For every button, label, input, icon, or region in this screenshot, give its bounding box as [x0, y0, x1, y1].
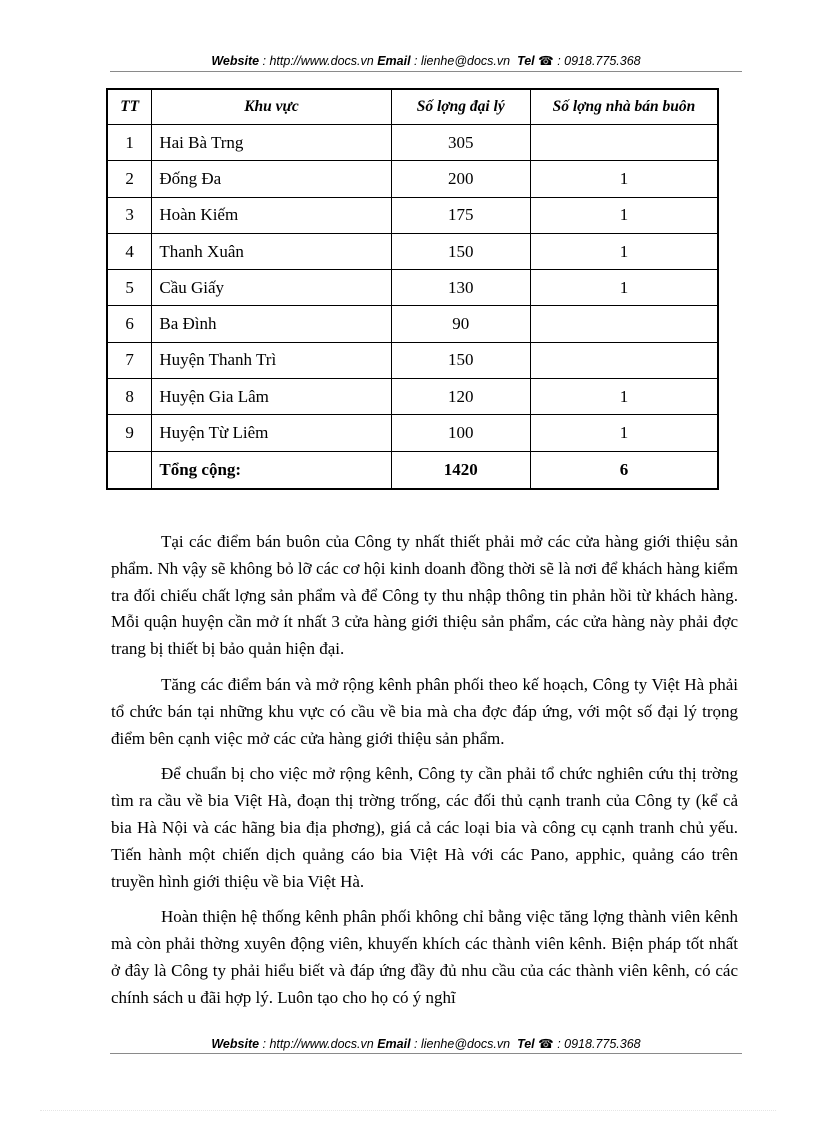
website-label: Website: [211, 54, 260, 68]
col-header-wholesalers: Số lợng nhà bán buôn: [530, 89, 718, 125]
page-header: Website : http://www.docs.vn Email : lienhe@docs.vn Tel ☎ : 0918.775.368: [211, 54, 641, 68]
col-header-tt: TT: [107, 89, 152, 125]
cell-wholesalers: 1: [530, 379, 718, 415]
website-url[interactable]: http://www.docs.vn: [269, 1037, 374, 1051]
table-row: [107, 270, 718, 306]
tel-number: 0918.775.368: [564, 1037, 641, 1051]
tel-label: Tel: [517, 1037, 535, 1051]
email-address[interactable]: lienhe@docs.vn: [420, 1037, 511, 1051]
website-label: Website: [211, 1037, 260, 1051]
tel-number: 0918.775.368: [564, 54, 641, 68]
email-address[interactable]: lienhe@docs.vn: [420, 54, 511, 68]
cell-wholesalers: [530, 125, 718, 161]
table-row: [107, 197, 718, 233]
cell-agents: 130: [391, 270, 530, 306]
paragraph: Tại các điểm bán buôn của Công ty nhất thiết phải mở các cửa hàng giới thiệu sản phẩm. Nh vậy sẽ không bỏ lỡ các cơ hội kinh doanh đồng thời sẽ là nơi để khách hàng kiểm tra đối chiếu chất lợng sản phẩm và để Công ty thu nhập thông tin phản hồi từ khách hàng. Mỗi quận huyện cần mở ít nhất 3 cửa hàng giới thiệu sản phẩm, các cửa hàng này phải đợc trang bị thiết bị bảo quản hiện đại.: [111, 532, 738, 659]
body-text: [111, 529, 738, 1021]
paragraph: Để chuẩn bị cho việc mở rộng kênh, Công ty cần phải tổ chức nghiên cứu thị trờng tìm ra cầu về bia Việt Hà, đoạn thị trờng trống, các đối thủ cạnh tranh của Công ty (kể cả bia Hà Nội và các hãng bia địa phơng), giá cả các loại bia và công cụ cạnh tranh chủ yếu. Tiến hành một chiến dịch quảng cáo bia Việt Hà với các Pano, apphic, quảng cáo trên truyền hình giới thiệu về bia Việt Hà.: [111, 764, 738, 891]
tel-label: Tel: [517, 54, 535, 68]
cell-agents: 120: [391, 379, 530, 415]
table-row: [107, 233, 718, 269]
cell-agents: 150: [391, 233, 530, 269]
total-wholesalers: 6: [530, 451, 718, 489]
table-row: [107, 379, 718, 415]
cell-area: Ba Đình: [152, 306, 391, 342]
cell-area: Hoàn Kiếm: [152, 197, 391, 233]
cell-agents: 175: [391, 197, 530, 233]
cell-area: Hai Bà Trng: [152, 125, 391, 161]
cell-area: Đống Đa: [152, 161, 391, 197]
cell-tt: 5: [107, 270, 152, 306]
table-row: [107, 342, 718, 378]
paragraph: Tăng các điểm bán và mở rộng kênh phân phối theo kế hoạch, Công ty Việt Hà phải tổ chức bán tại những khu vực có cầu về bia mà cha đợc đáp ứng, với một số đại lý trọng điểm bên cạnh việc mở các cửa hàng giới thiệu sản phẩm.: [111, 674, 738, 748]
total-agents: 1420: [391, 451, 530, 489]
page-footer: Website : http://www.docs.vn Email : lienhe@docs.vn Tel ☎ : 0918.775.368: [211, 1037, 641, 1051]
col-header-agents: Số lợng đại lý: [391, 89, 530, 125]
cell-wholesalers: [530, 306, 718, 342]
cell-wholesalers: 1: [530, 415, 718, 451]
cell-wholesalers: 1: [530, 161, 718, 197]
table-row: [107, 415, 718, 451]
table-row: [107, 125, 718, 161]
footer-divider: [110, 1053, 742, 1054]
cell-tt: 3: [107, 197, 152, 233]
cell-tt: 6: [107, 306, 152, 342]
table-row: [107, 306, 718, 342]
table-total-row: [107, 451, 718, 489]
cell-tt: 1: [107, 125, 152, 161]
cell-area: Cầu Giấy: [152, 270, 391, 306]
cell-agents: 90: [391, 306, 530, 342]
cell-area: Huyện Gia Lâm: [152, 379, 391, 415]
email-label: Email: [377, 1037, 411, 1051]
agents-table: [106, 88, 719, 490]
email-label: Email: [377, 54, 411, 68]
cell-wholesalers: [530, 342, 718, 378]
paragraph: Hoàn thiện hệ thống kênh phân phối không chỉ bằng việc tăng lợng thành viên kênh mà còn phải thờng xuyên động viên, khuyến khích các thành viên kênh. Biện pháp tốt nhất ở đây là Công ty phải hiểu biết và đáp ứng đầy đủ nhu cầu của các thành viên kênh, có các chính sách u đãi hợp lý. Luôn tạo cho họ có ý nghĩ: [111, 907, 738, 1007]
cell-agents: 100: [391, 415, 530, 451]
phone-icon: ☎: [538, 1037, 554, 1051]
table-row: [107, 161, 718, 197]
page-edge-dots: [40, 1110, 776, 1111]
cell-area: Huyện Thanh Trì: [152, 342, 391, 378]
cell-agents: 150: [391, 342, 530, 378]
cell-agents: 200: [391, 161, 530, 197]
cell-area: Huyện Từ Liêm: [152, 415, 391, 451]
cell-tt: [107, 451, 152, 489]
cell-agents: 305: [391, 125, 530, 161]
cell-wholesalers: 1: [530, 197, 718, 233]
cell-wholesalers: 1: [530, 233, 718, 269]
website-url[interactable]: http://www.docs.vn: [269, 54, 374, 68]
cell-area: Thanh Xuân: [152, 233, 391, 269]
col-header-area: Khu vực: [152, 89, 391, 125]
table-header-row: [107, 89, 718, 125]
cell-tt: 8: [107, 379, 152, 415]
phone-icon: ☎: [538, 54, 554, 68]
cell-tt: 7: [107, 342, 152, 378]
cell-wholesalers: 1: [530, 270, 718, 306]
total-label: Tổng cộng:: [152, 451, 391, 489]
cell-tt: 2: [107, 161, 152, 197]
cell-tt: 4: [107, 233, 152, 269]
header-divider: [110, 71, 742, 72]
cell-tt: 9: [107, 415, 152, 451]
